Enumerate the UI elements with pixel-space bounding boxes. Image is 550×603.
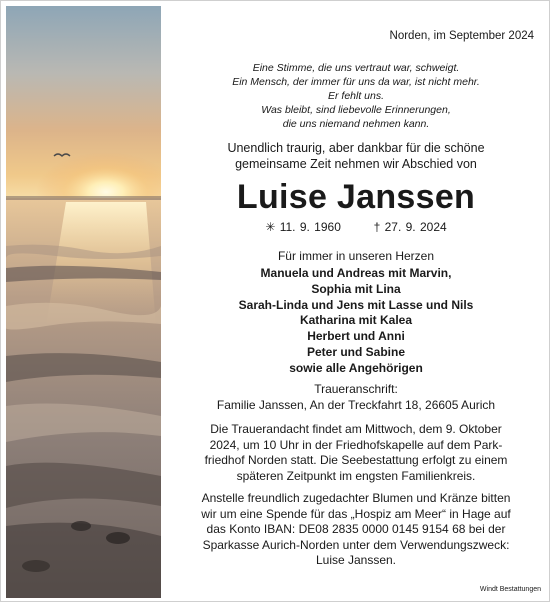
donation-line: Anstelle freundlich zugedachter Blumen und Kränze bitten	[201, 491, 511, 505]
birth-icon: ✳	[265, 220, 276, 234]
list-item: Sarah-Linda und Jens mit Lasse und Nils	[238, 297, 474, 312]
donation-line: das Konto IBAN: DE08 2835 0000 0145 9154 68 bei der	[206, 522, 506, 536]
list-item: Katharina mit Kalea	[299, 313, 413, 328]
hearts-line: Für immer in unseren Herzen	[277, 249, 435, 263]
death-icon: †	[373, 220, 381, 234]
poem-line: Er fehlt uns.	[327, 90, 385, 102]
notice-text	[161, 1, 550, 603]
ceremony-line: friedhof Norden statt. Die Seebestattung erfolgt zu einem	[204, 453, 508, 467]
ceremony-info	[161, 422, 550, 484]
poem-line: Ein Mensch, der immer für uns da war, ist nicht mehr.	[232, 76, 480, 88]
ceremony-line: 2024, um 10 Uhr in der Friedhofskapelle auf dem Park-	[209, 437, 503, 452]
birth-date: 11. 9. 1960	[279, 220, 341, 234]
list-item: Herbert und Anni	[307, 329, 405, 344]
life-dates	[161, 220, 550, 234]
list-item: sowie alle Angehörigen	[289, 360, 423, 375]
list-item: Manuela und Andreas mit Marvin,	[260, 266, 452, 280]
list-item: Peter und Sabine	[306, 344, 406, 359]
donation-info	[161, 491, 550, 569]
deceased-name: Luise Janssen	[236, 178, 476, 216]
donation-line: wir um eine Spende für das „Hospiz am Meer“ in Hage auf	[201, 506, 511, 521]
sunset-beach-image	[6, 6, 161, 598]
ceremony-line: Die Trauerandacht findet am Mittwoch, dem 9. Oktober	[210, 422, 502, 436]
poem-line: Was bleibt, sind liebevolle Erinnerungen,	[261, 104, 451, 116]
address-value: Familie Janssen, An der Treckfahrt 18, 26605 Aurich	[216, 397, 496, 412]
mourning-address	[161, 382, 550, 413]
death-date: 27. 9. 2024	[384, 220, 447, 234]
poem-line: Eine Stimme, die uns vertraut war, schweigt.	[252, 62, 460, 74]
ceremony-line: späteren Zeitpunkt im engsten Familienkreis.	[236, 468, 476, 483]
sunset-beach-photo	[6, 6, 161, 598]
mourners-list	[161, 266, 550, 377]
place-date: Norden, im September 2024	[389, 30, 534, 42]
farewell-intro	[161, 141, 550, 172]
list-item: Sophia mit Lina	[311, 281, 401, 296]
intro-line: Unendlich traurig, aber dankbar für die schöne	[227, 141, 485, 155]
poem	[161, 61, 550, 131]
address-label: Traueranschrift:	[314, 382, 398, 396]
donation-line: Luise Janssen.	[315, 553, 397, 567]
intro-line: gemeinsame Zeit nehmen wir Abschied von	[235, 156, 477, 171]
donation-line: Sparkasse Aurich-Norden unter dem Verwendungszweck:	[202, 537, 510, 552]
poem-line: die uns niemand nehmen kann.	[282, 118, 430, 130]
undertaker-credit: Windt Bestattungen	[479, 586, 541, 593]
